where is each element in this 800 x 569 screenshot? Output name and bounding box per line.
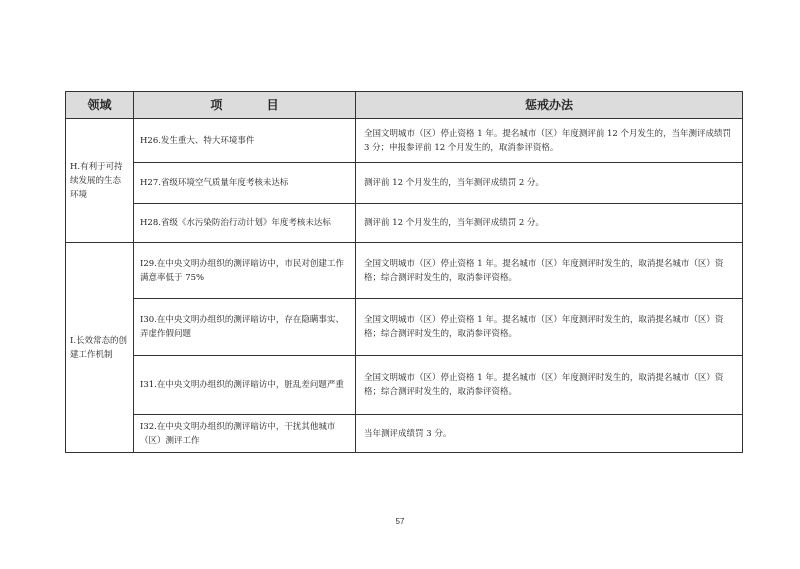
penalty-cell: 全国文明城市（区）停止资格 1 年。提名城市（区）年度测评时发生的，取消提名城市（区）资格；综合测评时发生的，取消参评资格。 xyxy=(356,299,743,356)
page-number: 57 xyxy=(395,517,405,526)
penalty-cell: 全国文明城市（区）停止资格 1 年。提名城市（区）年度测评时发生的，取消提名城市（区）资格；综合测评时发生的，取消参评资格。 xyxy=(356,243,743,299)
header-domain: 领域 xyxy=(66,92,134,119)
penalty-table xyxy=(65,91,743,453)
table-row xyxy=(66,243,743,299)
domain-cell-h: H.有利于可持续发展的生态环境 xyxy=(66,119,134,243)
item-cell: I30.在中央文明办组织的测评暗访中，存在隐瞒事实、弄虚作假问题 xyxy=(134,299,356,356)
item-cell: H27.省级环境空气质量年度考核未达标 xyxy=(134,163,356,204)
table-row xyxy=(66,119,743,163)
header-row xyxy=(66,92,743,119)
table-row xyxy=(66,356,743,415)
item-cell: I32.在中央文明办组织的测评暗访中，干扰其他城市（区）测评工作 xyxy=(134,415,356,453)
table-row xyxy=(66,204,743,243)
item-cell: H28.省级《水污染防治行动计划》年度考核未达标 xyxy=(134,204,356,243)
item-cell: I29.在中央文明办组织的测评暗访中，市民对创建工作满意率低于 75% xyxy=(134,243,356,299)
header-penalty: 惩戒办法 xyxy=(356,92,743,119)
penalty-cell: 测评前 12 个月发生的，当年测评成绩罚 2 分。 xyxy=(356,204,743,243)
table-row xyxy=(66,415,743,453)
header-item: 项 目 xyxy=(134,92,356,119)
domain-cell-i: I.长效常态的创建工作机制 xyxy=(66,243,134,453)
penalty-cell: 全国文明城市（区）停止资格 1 年。提名城市（区）年度测评时发生的，取消提名城市（区）资格；综合测评时发生的，取消参评资格。 xyxy=(356,356,743,415)
penalty-cell: 测评前 12 个月发生的，当年测评成绩罚 2 分。 xyxy=(356,163,743,204)
table-row xyxy=(66,163,743,204)
penalty-cell: 当年测评成绩罚 3 分。 xyxy=(356,415,743,453)
table-row xyxy=(66,299,743,356)
item-cell: I31.在中央文明办组织的测评暗访中，脏乱差问题严重 xyxy=(134,356,356,415)
item-cell: H26.发生重大、特大环境事件 xyxy=(134,119,356,163)
penalty-cell: 全国文明城市（区）停止资格 1 年。提名城市（区）年度测评前 12 个月发生的，当年测评成绩罚 3 分；申报参评前 12 个月发生的，取消参评资格。 xyxy=(356,119,743,163)
